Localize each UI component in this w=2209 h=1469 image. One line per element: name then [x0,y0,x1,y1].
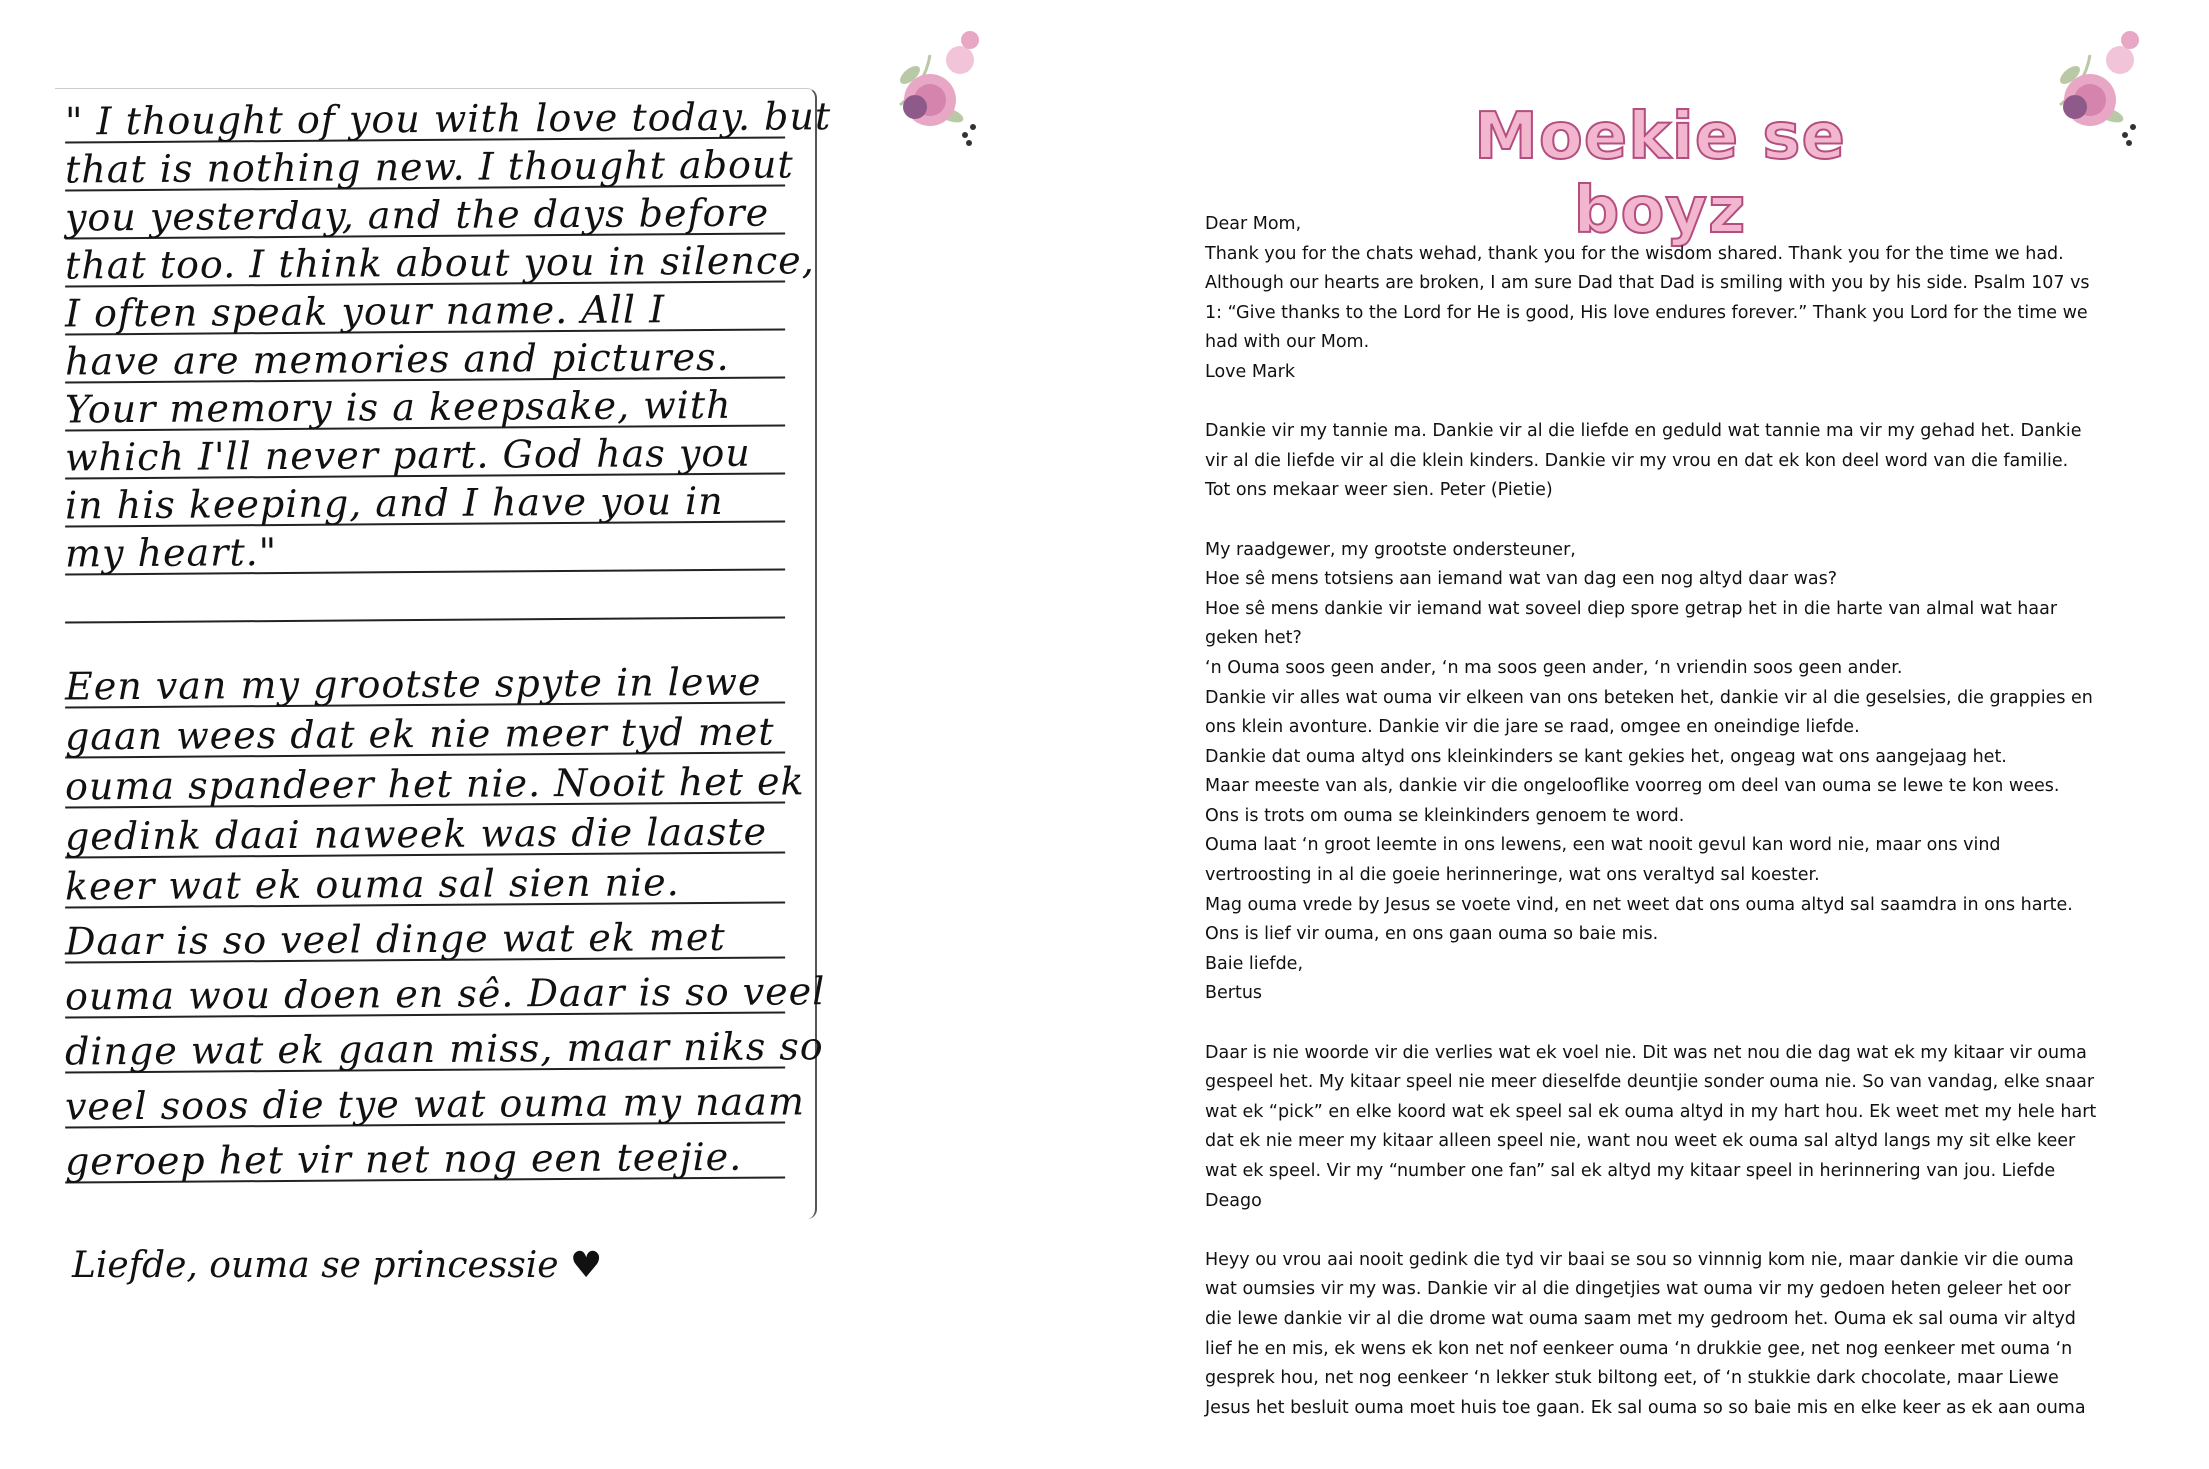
page-title: Moekie se boyz [1474,100,1846,248]
text-line: My raadgewer, my grootste ondersteuner, [1205,539,1576,560]
text-line: 1: “Give thanks to the Lord for He is good, His love endures forever.” Thank you Lord for the time we [1205,302,2088,323]
paragraph-last [1205,1246,2205,1424]
paragraph-deago [1205,1039,2205,1217]
text-line: Love Mark [1205,361,1295,382]
typed-letter [1205,210,2205,1453]
handwritten-line: have are memories and pictures. [65,336,785,383]
text-line: Dear Mom, [1205,214,1302,234]
text-line: ‘n Ouma soos geen ander, ‘n ma soos geen ander, ‘n vriendin soos geen ander. [1205,657,1903,678]
text-line: vir al die liefde vir al die klein kinders. Dankie vir my vrou en dat ek kon deel word van die familie. [1205,450,2069,471]
text-line: gesprek hou, net nog eenkeer ‘n lekker stuk biltong eet, of ‘n stukkie dark chocolate, maar Liewe [1205,1368,2059,1389]
text-line: vertroosting in al die goeie herinneringe, wat ons veraltyd sal koester. [1205,865,1820,886]
handwritten-line: ouma wou doen en sê. Daar is so veel [64,969,826,1019]
flower-decoration-icon [870,15,1000,155]
text-line: Dankie vir alles wat ouma vir elkeen van ons beteken het, dankie vir al die geselsies, die grappies en [1205,687,2093,708]
handwritten-page [0,0,1000,1469]
text-line: ons klein avonture. Dankie vir die jare se raad, omgee en oneindige liefde. [1205,717,1860,738]
text-line: wat ek speel. Vir my “number one fan” sal ek altyd my kitaar speel in herinnering van jou. Liefde [1205,1161,2056,1181]
handwritten-signoff: Liefde, ouma se princessie ♥ [72,1245,603,1286]
handwritten-line: dinge wat ek gaan miss, maar niks so [64,1024,824,1074]
text-line: Dankie vir my tannie ma. Dankie vir al die liefde en geduld wat tannie ma vir my gehad het. Dankie [1205,421,2082,442]
paragraph-bertus [1205,536,2205,1010]
handwritten-line [65,582,785,623]
handwritten-line: I often speak your name. All I [65,288,785,335]
handwritten-line: you yesterday, and the days before [65,192,785,239]
text-line: wat ek “pick” en elke koord wat ek speel sal ek ouma altyd in my hart hou. Ek weet met my hele hart [1205,1101,2097,1122]
handwritten-line: gedink daai naweek was die laaste [65,811,785,858]
text-line: Mag ouma vrede by Jesus se voete vind, en net weet dat ons ouma altyd sal saamdra in ons harte. [1205,894,2073,915]
text-line: Dankie dat ouma altyd ons kleinkinders se kant gekies het, ongeag wat ons aangejaag het. [1205,746,2007,767]
text-line: Bertus [1205,983,1263,1004]
handwritten-line: Your memory is a keepsake, with [65,384,785,431]
handwritten-line: " I thought of you with love today. but [64,94,832,144]
text-line: dat ek nie meer my kitaar alleen speel nie, want nou weet ek ouma sal altyd langs my sit elke keer [1205,1131,2076,1152]
text-line: Baie liefde, [1205,953,1304,974]
text-line: Maar meeste van als, dankie vir die ongelooflike voorreg om deel van ouma se lewe te kon wees. [1205,776,2060,797]
text-line: Although our hearts are broken, I am sure Dad that Dad is smiling with you by his side. Psalm 107 vs [1205,273,2090,294]
handwritten-line: gaan wees dat ek nie meer tyd met [65,711,785,758]
text-line: Tot ons mekaar weer sien. Peter (Pietie) [1205,480,1553,501]
text-line: lief he en mis, ek wens ek kon net nof eenkeer ouma ‘n drukkie gee, net nog eenkeer met ouma ‘n [1205,1338,2073,1359]
handwritten-line: keer wat ek ouma sal sien nie. [65,861,785,908]
text-line: Ons is trots om ouma se kleinkinders genoem te word. [1205,805,1685,826]
handwritten-line: that too. I think about you in silence, [64,238,815,288]
text-line: Heyy ou vrou aai nooit gedink die tyd vir baai se sou so vinnnig kom nie, maar dankie vir die ouma [1205,1249,2074,1270]
typed-page [1100,0,2209,1469]
handwritten-line: in his keeping, and I have you in [65,480,785,527]
handwritten-line: geroep het vir net nog een teejie. [65,1136,785,1183]
handwritten-line: veel soos die tye wat ouma my naam [64,1079,806,1129]
text-line: geken het? [1205,628,1302,649]
text-line: Jesus het besluit ouma moet huis toe gaan. Ek sal ouma so so baie mis en elke keer as ek aan ouma [1205,1397,2086,1418]
text-line: Daar is nie woorde vir die verlies wat ek voel nie. Dit was net nou die dag wat ek my kitaar vir ouma [1205,1042,2087,1063]
text-line: Hoe sê mens totsiens aan iemand wat van dag een nog altyd daar was? [1205,569,1838,590]
handwritten-line: ouma spandeer het nie. Nooit het ek [64,759,805,809]
text-line: Deago [1205,1190,1262,1211]
handwritten-line: Een van my grootste spyte in lewe [65,661,785,708]
handwritten-line: Daar is so veel dinge wat ek met [65,916,785,963]
paragraph-peter [1205,417,2205,506]
text-line: Thank you for the chats wehad, thank you for the wisdom shared. Thank you for the time we had. [1205,243,2064,264]
handwritten-line: that is nothing new. I thought about [64,142,794,192]
text-line: Ons is lief vir ouma, en ons gaan ouma so baie mis. [1205,924,1659,945]
text-line: die lewe dankie vir al die drome wat ouma saam met my gedroom het. Ouma ek sal ouma vir altyd [1205,1308,2076,1329]
handwritten-line: which I'll never part. God has you [65,432,785,479]
text-line: Hoe sê mens dankie vir iemand wat soveel diep spore getrap het in die harte van almal wat haar [1205,598,2058,619]
text-line: gespeel het. My kitaar speel nie meer dieselfde deuntjie sonder ouma nie. So van vandag, elke snaar [1205,1072,2095,1093]
flower-decoration-icon [2030,15,2160,155]
text-line: had with our Mom. [1205,332,1370,353]
text-line: wat oumsies vir my was. Dankie vir al die dingetjies wat ouma vir my gedoen heten geleer het oor [1205,1279,2071,1300]
paragraph-mark [1205,210,2205,388]
text-line: Ouma laat ‘n groot leemte in ons lewens, een wat nooit gevul kan word nie, maar ons vind [1205,835,2001,856]
handwritten-line: my heart." [65,528,785,575]
handwritten-letter [55,88,832,1219]
